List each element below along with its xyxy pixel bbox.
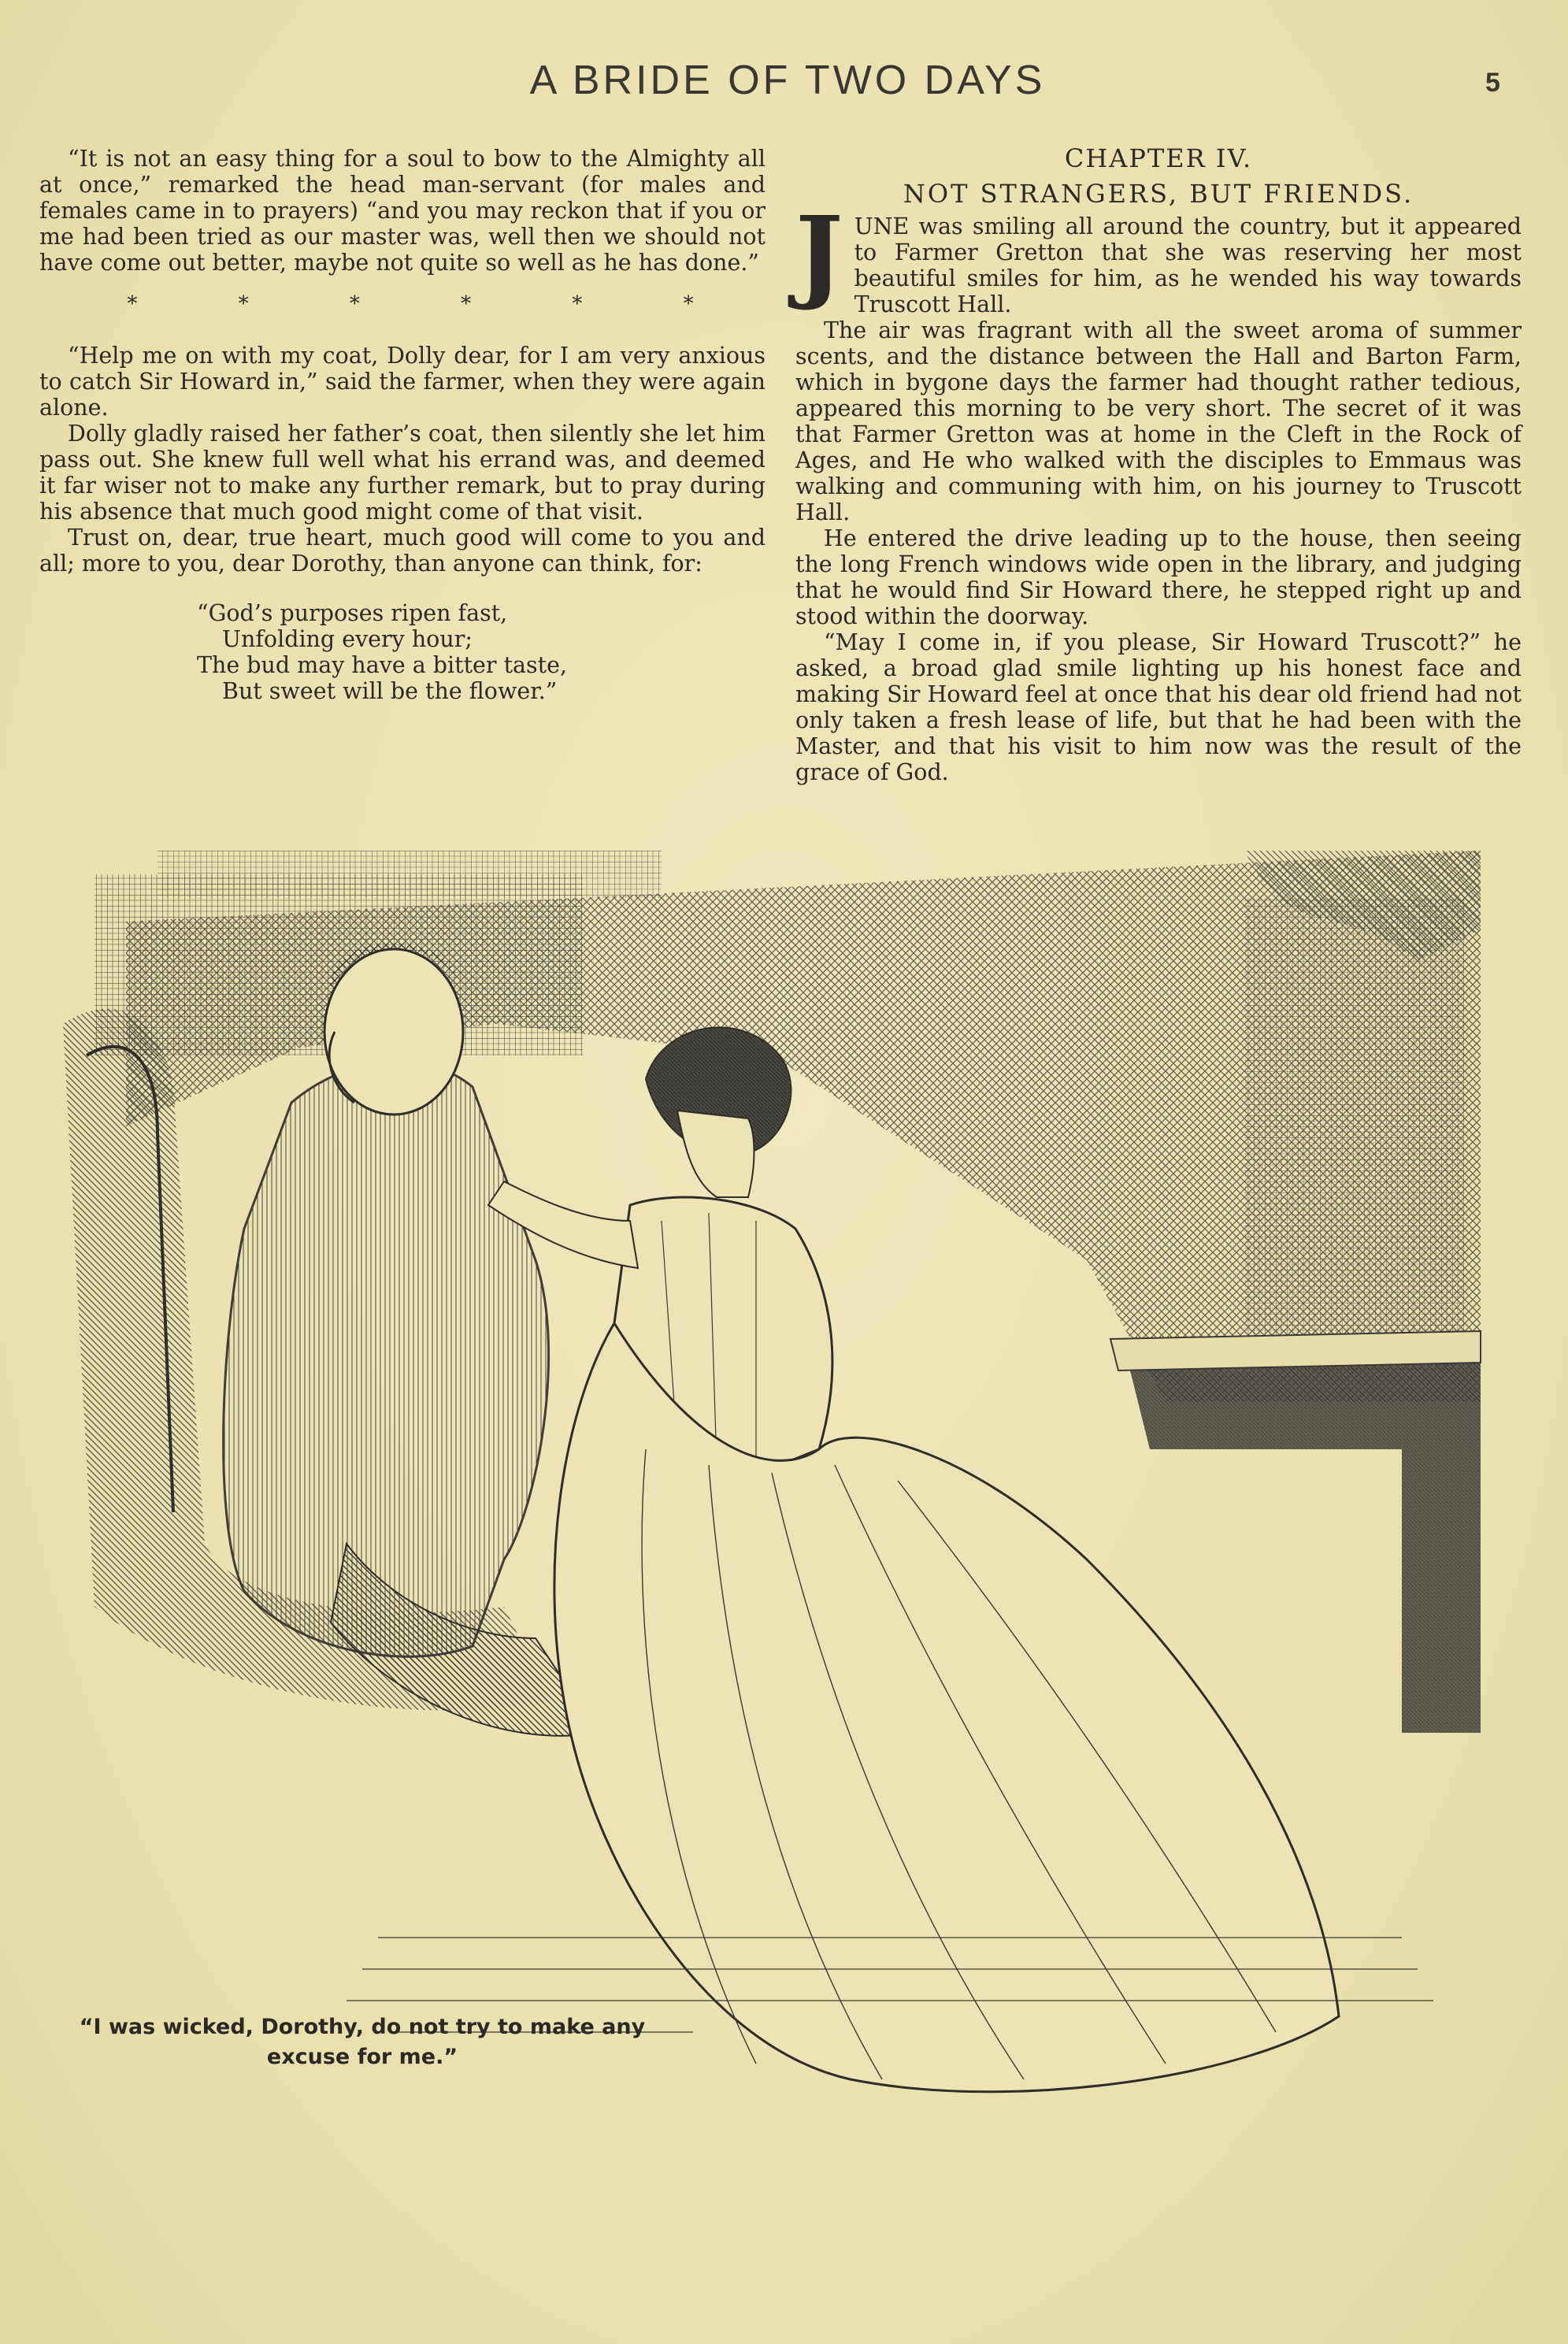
paragraph: The air was fragrant with all the sweet aroma of summer scents, and the distance between the Hall and Barton Farm, which in bygone days the farmer had thought rather tedious, appeared this morning to be very short. The secret of it was that Farmer Gretton was at home in the Cleft in the Rock of Ages, and He who walked with the disciples to Emmaus was walking and communing with him, on his journey to Truscott Hall.	[795, 317, 1522, 525]
old-man-figure	[224, 1062, 549, 1656]
page-number: 5	[1485, 68, 1500, 98]
section-separator: * * * * * *	[127, 292, 741, 316]
chapter-title: NOT STRANGERS, BUT FRIENDS.	[903, 179, 1414, 209]
left-column	[39, 146, 765, 704]
verse	[197, 600, 765, 704]
paragraph: “Help me on with my coat, Dolly dear, for I am very anxious to catch Sir Howard in,” said the farmer, when they were again alone.	[39, 343, 765, 421]
paragraph: “May I come in, if you please, Sir Howard Truscott?” he asked, a broad glad smile lighting up his honest face and making Sir Howard feel at once that his dear old friend had not only taken a fresh lease of life, but that he had been with the Master, and that his visit to him now was the result of the grace of God.	[795, 629, 1522, 785]
paragraph: He entered the drive leading up to the house, then seeing the long French windows wide open in the library, and judging that he would find Sir Howard there, he stepped right up and stood within the doorway.	[795, 525, 1522, 629]
verse-line: “God’s purposes ripen fast,	[197, 600, 508, 626]
running-title: A BRIDE OF TWO DAYS	[529, 57, 1046, 103]
paragraph: UNE was smiling all around the country, but it appeared to Farmer Gretton that she was reserving her most beautiful smiles for him, as he wended his way towards Truscott Hall.	[854, 213, 1522, 317]
caption-line: “I was wicked, Dorothy, do not try to make any	[79, 2015, 646, 2039]
caption-line: excuse for me.”	[266, 2045, 458, 2069]
verse-line: But sweet will be the flower.”	[222, 678, 558, 704]
verse-line: The bud may have a bitter taste,	[197, 652, 568, 678]
right-window	[1244, 898, 1465, 1370]
engraving-illustration	[63, 851, 1496, 2190]
paragraph: Trust on, dear, true heart, much good will come to you and all; more to you, dear Dorothy, than anyone can think, for:	[39, 525, 765, 577]
chapter-heading: CHAPTER IV.	[1064, 143, 1253, 173]
verse-line: Unfolding every hour;	[222, 626, 473, 652]
right-column	[795, 143, 1522, 785]
drop-cap: J	[795, 195, 843, 313]
paragraph: Dolly gladly raised her father’s coat, then silently she let him pass out. She knew full well what his errand was, and deemed it far wiser not to make any further remark, but to pray during his absence that much good might come of that visit.	[39, 421, 765, 525]
paragraph: “It is not an easy thing for a soul to bow to the Almighty all at once,” remarked the head man-servant (for males and females came in to prayers) “and you may reckon that if you or me had been tried as our master was, well then we should not have come out better, maybe not quite so well as he has done.”	[39, 146, 765, 276]
old-man-head	[324, 949, 463, 1115]
illustration-caption	[47, 2012, 677, 2072]
